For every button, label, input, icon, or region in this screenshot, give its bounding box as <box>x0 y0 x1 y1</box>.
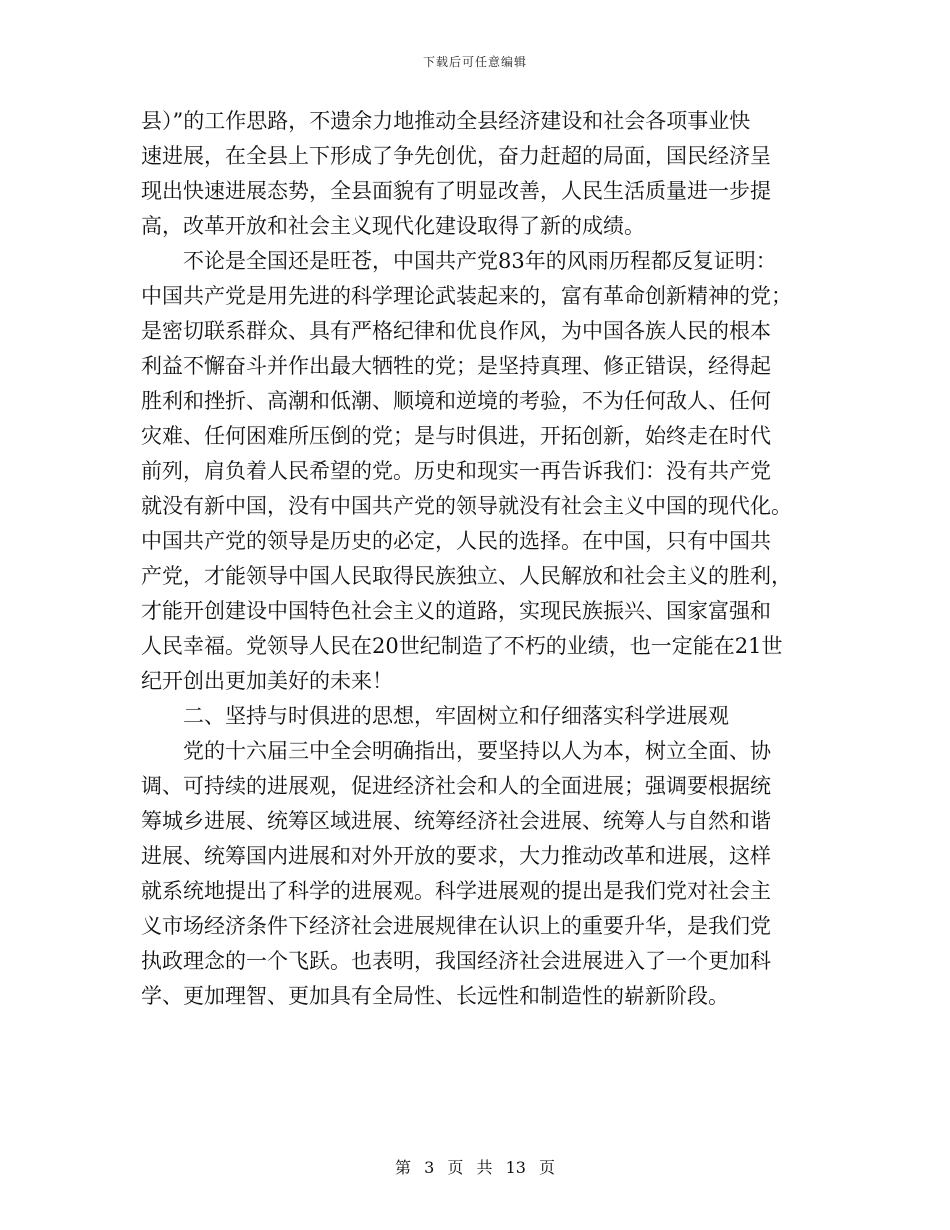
text-line: 是密切联系群众、具有严格纪律和优良作风，为中国各族人民的根本 <box>141 319 771 343</box>
footer-page-label: 第 <box>394 1158 411 1177</box>
text-line: 才能开创建设中国特色社会主义的道路，实现民族振兴、国家富强和 <box>141 599 771 623</box>
text-line: 执政理念的一个飞跃。也表明，我国经济社会进展进入了一个更加科 <box>141 949 771 973</box>
text-line: 利益不懈奋斗并作出最大牺牲的党；是坚持真理、修正错误，经得起 <box>141 354 771 378</box>
text-line: 义市场经济条件下经济社会进展规律在认识上的重要升华，是我们党 <box>141 914 771 938</box>
text-line: 就没有新中国，没有中国共产党的领导就没有社会主义中国的现代化。 <box>141 494 792 518</box>
text-line: 纪开创出更加美好的未来！ <box>141 669 393 693</box>
text-line: 党的十六届三中全会明确指出，要坚持以人为本，树立全面、协 <box>183 739 771 763</box>
text-line: 中国共产党的领导是历史的必定，人民的选择。在中国，只有中国共 <box>141 529 771 553</box>
footer-total-pages: 13 <box>505 1158 526 1177</box>
text-line: 二、坚持与时俱进的思想，牢固树立和仔细落实科学进展观 <box>183 704 729 728</box>
document-body <box>141 104 813 1014</box>
page-header: 下载后可任意编辑 <box>422 55 527 69</box>
text-line: 中国共产党是用先进的科学理论武装起来的，富有革命创新精神的党； <box>141 284 792 308</box>
footer-page-unit: 页 <box>447 1158 464 1177</box>
text-line: 调、可持续的进展观，促进经济社会和人的全面进展；强调要根据统 <box>141 774 771 798</box>
text-line: 速进展，在全县上下形成了争先创优，奋力赶超的局面，国民经济呈 <box>141 144 771 168</box>
text-line: 高，改革开放和社会主义现代化建设取得了新的成绩。 <box>141 214 645 238</box>
footer-total-unit: 页 <box>539 1158 556 1177</box>
text-line: 胜利和挫折、高潮和低潮、顺境和逆境的考验，不为任何敌人、任何 <box>141 389 771 413</box>
text-line: 县）”的工作思路，不遗余力地推动全县经济建设和社会各项事业快 <box>141 109 751 133</box>
text-line: 灾难、任何困难所压倒的党；是与时俱进，开拓创新，始终走在时代 <box>141 424 771 448</box>
text-line: 就系统地提出了科学的进展观。科学进展观的提出是我们党对社会主 <box>141 879 771 903</box>
text-line: 前列，肩负着人民希望的党。历史和现实一再告诉我们：没有共产党 <box>141 459 771 483</box>
text-line: 筹城乡进展、统筹区域进展、统筹经济社会进展、统筹人与自然和谐 <box>141 809 771 833</box>
text-line: 现出快速进展态势，全县面貌有了明显改善，人民生活质量进一步提 <box>141 179 771 203</box>
text-line: 产党，才能领导中国人民取得民族独立、人民解放和社会主义的胜利， <box>141 564 792 588</box>
text-line: 进展、统筹国内进展和对外开放的要求，大力推动改革和进展，这样 <box>141 844 771 868</box>
footer-total-label: 共 <box>476 1158 493 1177</box>
footer-page-number: 3 <box>424 1158 435 1177</box>
text-line: 学、更加理智、更加具有全局性、长远性和制造性的崭新阶段。 <box>141 984 729 1008</box>
text-line: 不论是全国还是旺苍，中国共产党83年的风雨历程都反复证明： <box>183 249 777 273</box>
text-line: 人民幸福。党领导人民在20世纪制造了不朽的业绩，也一定能在21世 <box>141 634 783 658</box>
page-footer <box>0 1155 950 1178</box>
